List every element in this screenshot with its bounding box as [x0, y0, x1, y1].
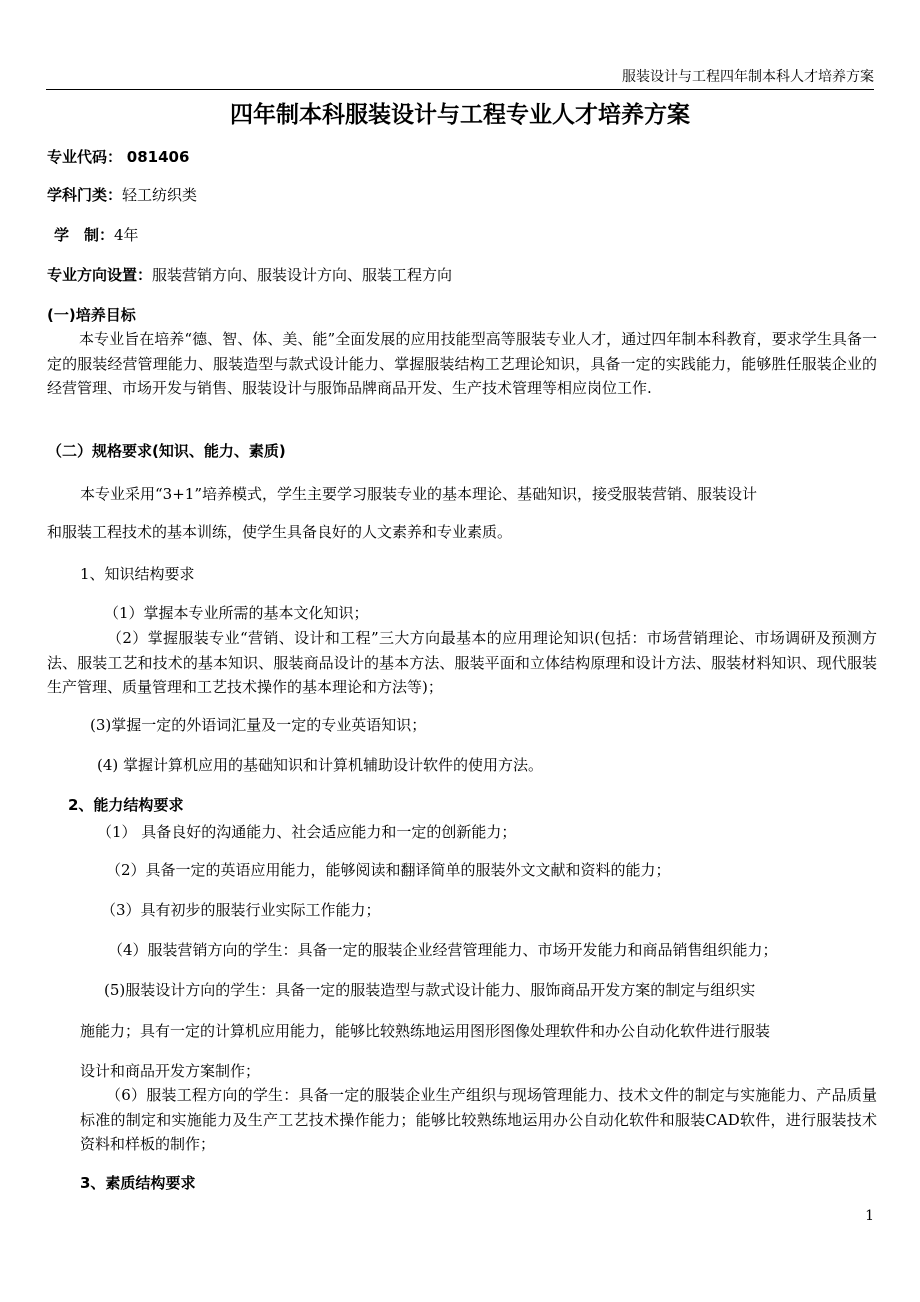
meta-direction-label: 专业方向设置：: [47, 266, 153, 284]
section1-heading: (一)培养目标: [47, 306, 136, 324]
ability-item-5-line2: 施能力；具有一定的计算机应用能力，能够比较熟练地运用图形图像处理软件和办公自动化软件进行服装: [80, 1022, 771, 1040]
knowledge-item-1: （1）掌握本专业所需的基本文化知识；: [104, 604, 369, 622]
document-title: 四年制本科服装设计与工程专业人才培养方案: [230, 102, 690, 128]
ability-item-1: （1） 具备良好的沟通能力、社会适应能力和一定的创新能力；: [97, 823, 517, 841]
section2-heading: （二）规格要求(知识、能力、素质): [47, 442, 286, 460]
ability-item-5-line1: (5)服装设计方向的学生：具备一定的服装造型与款式设计能力、服饰商品开发方案的制定与组织实: [104, 981, 756, 999]
section1-paragraph: 本专业旨在培养“德、智、体、美、能”全面发展的应用技能型高等服装专业人才，通过四年制本科教育，要求学生具备一定的服装经营管理能力、服装造型与款式设计能力、掌握服装结构工艺理论知识，具备一定的实践能力，能够胜任服装企业的经营管理、市场开发与销售、服装设计与服饰品牌商品开发、生产技术管理等相应岗位工作.: [47, 330, 877, 397]
section2-intro-line2: 和服装工程技术的基本训练，使学生具备良好的人文素养和专业素质。: [47, 523, 513, 541]
quality-heading: 3、素质结构要求: [80, 1174, 196, 1192]
meta-code-value: 081406: [126, 148, 190, 166]
meta-direction: [47, 264, 452, 285]
knowledge-item-3: (3)掌握一定的外语词汇量及一定的专业英语知识；: [90, 716, 427, 734]
ability-heading: 2、能力结构要求: [68, 796, 184, 814]
knowledge-item-4: (4) 掌握计算机应用的基础知识和计算机辅助设计软件的使用方法。: [97, 756, 544, 774]
meta-duration-label: 学 制：: [54, 226, 115, 244]
meta-duration-value: 4年: [114, 226, 139, 244]
ability-item-4: （4）服装营销方向的学生：具备一定的服装企业经营管理能力、市场开发能力和商品销售组织能力；: [108, 941, 778, 959]
ability-item-3: （3）具有初步的服装行业实际工作能力；: [101, 901, 381, 919]
ability-item-5-line3: 设计和商品开发方案制作；: [80, 1062, 261, 1080]
meta-category-value: 轻工纺织类: [122, 186, 198, 204]
running-header: 服装设计与工程四年制本科人才培养方案: [622, 69, 874, 85]
page-number: 1: [865, 1208, 874, 1224]
meta-code: [47, 146, 189, 167]
meta-duration: [54, 224, 139, 245]
knowledge-heading: 1、知识结构要求: [80, 565, 195, 583]
meta-code-label: 专业代码：: [47, 148, 123, 166]
meta-category-label: 学科门类：: [47, 186, 123, 204]
meta-category: [47, 184, 197, 205]
knowledge-item-2: （2）掌握服装专业“营销、设计和工程”三大方向最基本的应用理论知识(包括：市场营销理论、市场调研及预测方法、服装工艺和技术的基本知识、服装商品设计的基本方法、服装平面和立体结构原理和设计方法、服装材料知识、现代服装生产管理、质量管理和工艺技术操作的基本理论和方法等)；: [47, 629, 877, 696]
section2-intro-line1: 本专业采用“3+1”培养模式，学生主要学习服装专业的基本理论、基础知识，接受服装营销、服装设计: [80, 485, 757, 503]
ability-item-6: （6）服装工程方向的学生：具备一定的服装企业生产组织与现场管理能力、技术文件的制定与实施能力、产品质量标准的制定和实施能力及生产工艺技术操作能力；能够比较熟练地运用办公自动化软件和服装CAD软件，进行服装技术资料和样板的制作；: [80, 1086, 877, 1153]
header-rule: [46, 89, 874, 90]
ability-item-2: （2）具备一定的英语应用能力，能够阅读和翻译简单的服装外文文献和资料的能力；: [106, 861, 671, 879]
meta-direction-value: 服装营销方向、服装设计方向、服装工程方向: [152, 266, 453, 284]
